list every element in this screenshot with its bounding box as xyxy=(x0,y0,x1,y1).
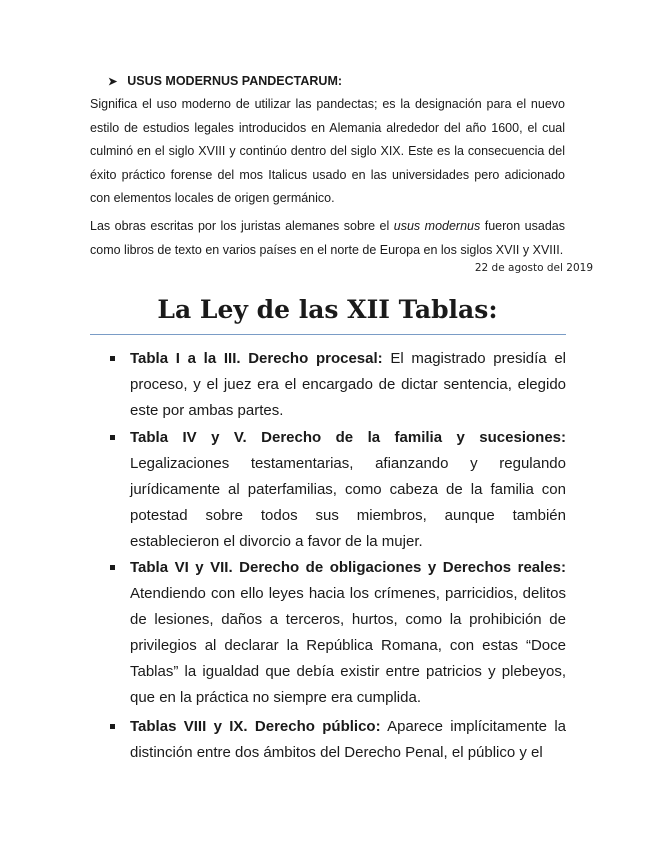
list-item-label: Tablas VIII y IX. Derecho público: xyxy=(130,718,381,735)
section-heading-text: USUS MODERNUS PANDECTARUM: xyxy=(127,74,343,88)
list-item-body: El magistrado presidía el proceso, y el juez era el encargado de dictar sentencia, elegido este por ambas partes. xyxy=(130,350,566,419)
list-item-body: Legalizaciones testamentarias, afianzando y regulando jurídicamente al paterfamilias, como cabeza de la familia con potestad sobre todos sus miembros, aunque también establecieron el divorcio a favor de la mujer. xyxy=(130,455,566,550)
square-bullet-icon xyxy=(110,565,115,570)
list-item-label: Tabla VI y VII. Derecho de obligaciones y Derechos reales: xyxy=(130,559,566,576)
list-item-body: Aparece implícitamente la distinción entre dos ámbitos del Derecho Penal, el público y el xyxy=(130,718,567,761)
list-item-text xyxy=(130,714,566,766)
section-heading xyxy=(108,74,342,88)
square-bullet-icon xyxy=(110,724,115,729)
paragraph-usus-modernus: Significa el uso moderno de utilizar las pandectas; es la designación para el nuevo estilo de estudios legales introducidos en Alemania alrededor del año 1600, el cual culminó en el siglo XVIII y continúo dentro del siglo XIX. Este es la consecuencia del éxito práctico forense del mos Italicus usado en las universidades pero adicionado con elementos locales de origen germánico. xyxy=(90,97,565,205)
paragraph-obras xyxy=(90,215,565,262)
list-item-body: Atendiendo con ello leyes hacia los crímenes, parricidios, delitos de lesiones, daños a terceros, hurtos, como la prohibición de privilegios al declarar la República Romana, con estas “Doce Tablas” la igualdad que debía existir entre patricios y plebeyos, que en la práctica no siempre era cumplida. xyxy=(130,585,566,706)
square-bullet-icon xyxy=(110,435,115,440)
paragraph-obras-after: fueron usadas como libros de texto en varios países en el norte de Europa en los siglos XVII y XVIII. xyxy=(90,219,565,257)
paragraph-obras-before: Las obras escritas por los juristas alemanes sobre el xyxy=(90,219,394,233)
header-date: 22 de agosto del 2019 xyxy=(474,262,593,274)
paragraph-obras-italic: usus modernus xyxy=(393,219,481,233)
list-item-label: Tabla IV y V. Derecho de la familia y sucesiones: xyxy=(130,429,566,446)
page-title: La Ley de las XII Tablas: xyxy=(157,295,498,324)
list-item-text xyxy=(130,555,566,711)
list-item-text xyxy=(130,346,566,424)
list-item-label: Tabla I a la III. Derecho procesal: xyxy=(130,350,383,367)
arrow-bullet-icon: ➤ xyxy=(108,75,118,88)
square-bullet-icon xyxy=(110,356,115,361)
list-item-text xyxy=(130,425,566,555)
title-underline xyxy=(90,334,566,335)
